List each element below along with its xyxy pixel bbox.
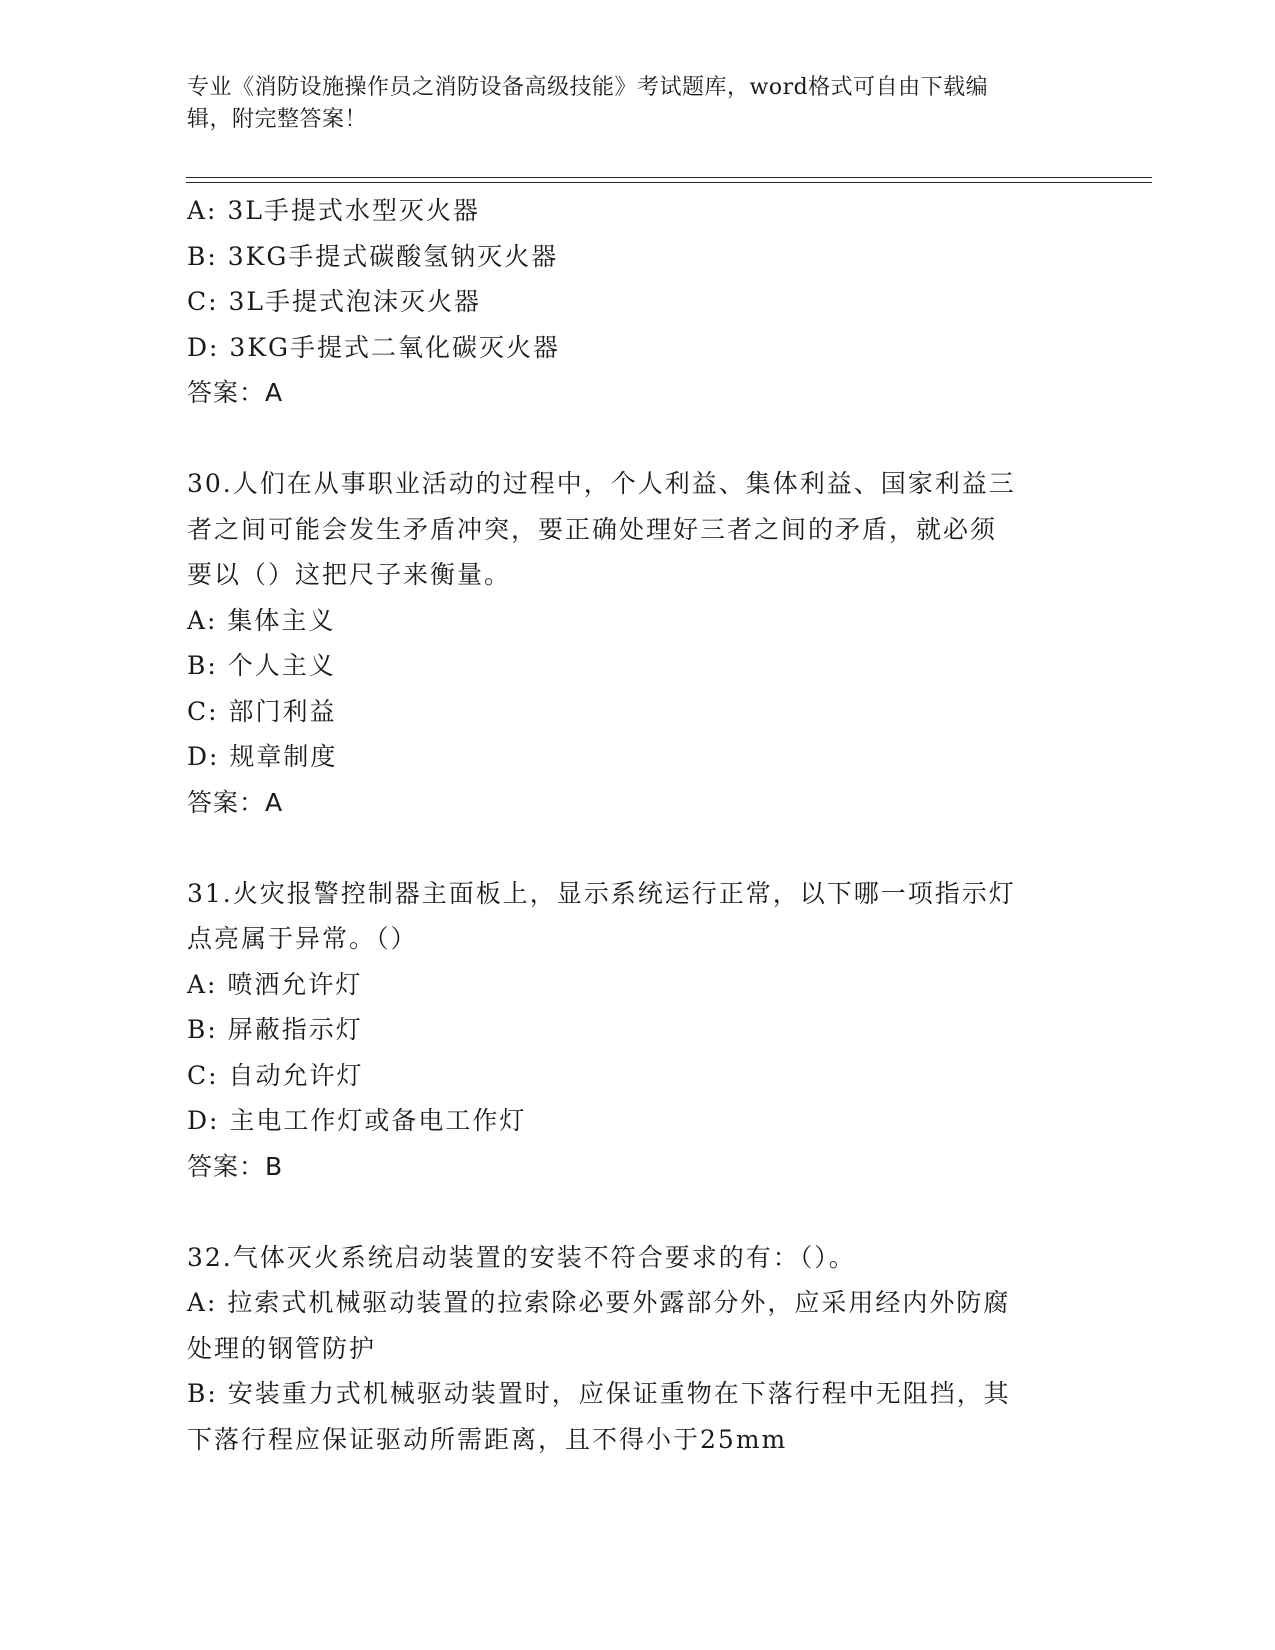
option-d: D: 主电工作灯或备电工作灯: [187, 1106, 527, 1135]
option-a-continued: 处理的钢管防护: [187, 1333, 377, 1363]
header-divider-bottom: [186, 182, 1152, 183]
option-a: A: 喷洒允许灯: [187, 969, 363, 999]
question-text-line: 31.火灾报警控制器主面板上，显示系统运行正常，以下哪一项指示灯: [187, 878, 1016, 908]
option-d: D: 规章制度: [187, 742, 338, 771]
question-text-line: 者之间可能会发生矛盾冲突，要正确处理好三者之间的矛盾，就必须: [187, 514, 998, 544]
question-32: [187, 1235, 1087, 1463]
question-29: [187, 188, 1087, 416]
option-b: B: 个人主义: [187, 651, 336, 680]
option-a: A: 拉索式机械驱动装置的拉索除必要外露部分外，应采用经内外防腐: [187, 1288, 1011, 1317]
spacer: [187, 825, 1087, 871]
option-b: B: 屏蔽指示灯: [187, 1015, 363, 1044]
header-line-1: 专业《消防设施操作员之消防设备高级技能》考试题库，word格式可自由下载编: [187, 75, 989, 100]
question-text-line: 要以（）这把尺子来衡量。: [187, 560, 512, 589]
question-30: [187, 461, 1087, 825]
answer: 答案：B: [187, 1151, 284, 1181]
question-list: [187, 188, 1087, 1462]
question-text-line: 点亮属于异常。（）: [187, 924, 418, 953]
answer: 答案：A: [187, 787, 284, 817]
option-c: C: 3L手提式泡沫灭火器: [187, 287, 482, 316]
option-c: C: 部门利益: [187, 696, 337, 726]
question-31: [187, 871, 1087, 1190]
option-a: A: 集体主义: [187, 605, 336, 635]
option-b: B: 3KG手提式碳酸氢钠灭火器: [187, 241, 559, 271]
document-header: [187, 72, 1087, 136]
question-text-line: 32.气体灭火系统启动装置的安装不符合要求的有：（）。: [187, 1242, 856, 1272]
question-text-line: 30.人们在从事职业活动的过程中，个人利益、集体利益、国家利益三: [187, 469, 1016, 498]
header-line-2: 辑，附完整答案！: [187, 107, 368, 132]
answer: 答案：A: [187, 378, 284, 407]
spacer: [187, 416, 1087, 462]
option-b: B: 安装重力式机械驱动装置时，应保证重物在下落行程中无阻挡，其: [187, 1379, 1011, 1408]
option-b-continued: 下落行程应保证驱动所需距离，且不得小于25mm: [187, 1424, 788, 1454]
option-a: A: 3L手提式水型灭火器: [187, 196, 480, 225]
option-d: D: 3KG手提式二氧化碳灭火器: [187, 332, 560, 362]
spacer: [187, 1189, 1087, 1235]
header-divider-top: [186, 177, 1152, 178]
option-c: C: 自动允许灯: [187, 1060, 364, 1090]
